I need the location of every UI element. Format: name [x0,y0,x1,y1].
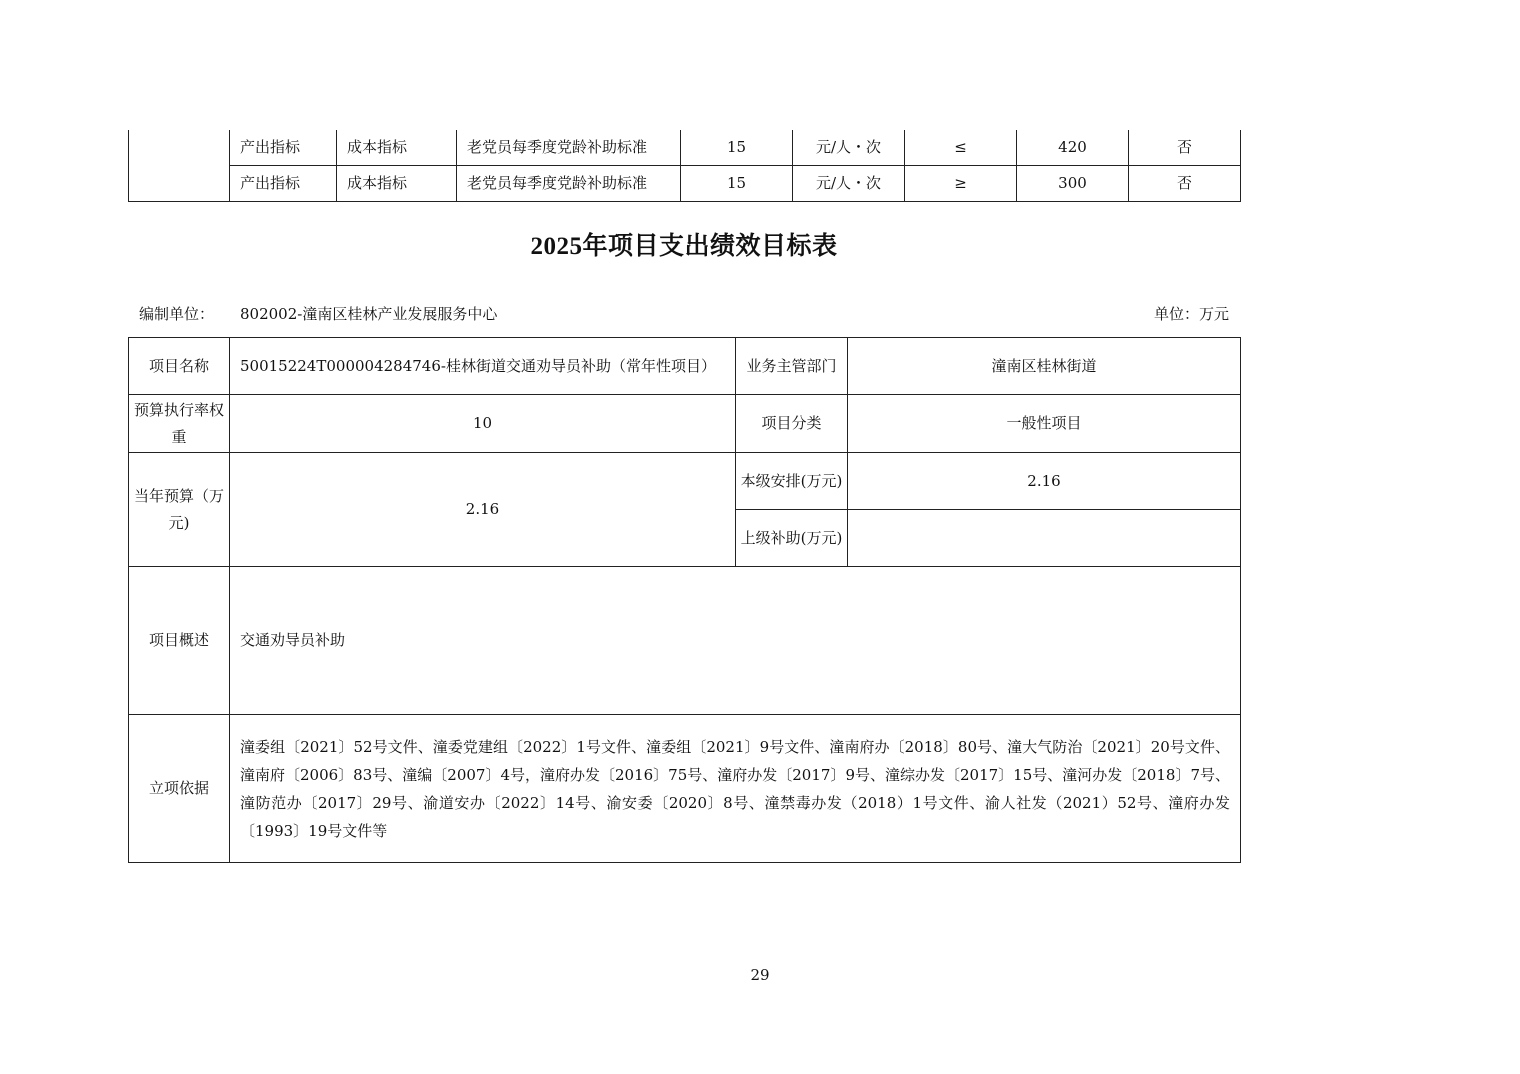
table-row [129,567,1241,715]
previous-indicator-table [128,130,1241,202]
indicator-weight: 15 [681,166,793,202]
indicator-unit: 元/人・次 [793,166,905,202]
local-label: 本级安排(万元) [736,453,848,510]
project-name-label: 项目名称 [129,338,230,395]
indicator-operator: ≤ [905,130,1017,166]
indicator-core: 否 [1129,166,1241,202]
org-value: 802002-潼南区桂林产业发展服务中心 [240,305,498,323]
basis-label: 立项依据 [129,715,230,863]
indicator-target: 300 [1017,166,1129,202]
category-label: 项目分类 [736,395,848,453]
page-number: 29 [750,966,770,984]
table-row [129,453,1241,510]
indicator-core: 否 [1129,130,1241,166]
indicator-name: 老党员每季度党龄补助标准 [457,130,681,166]
upper-label: 上级补助(万元) [736,510,848,567]
project-name-value: 50015224T000004284746-桂林街道交通劝导员补助（常年性项目） [230,338,736,395]
budget-value: 2.16 [230,453,736,567]
table-row [129,715,1241,863]
indicator-unit: 元/人・次 [793,130,905,166]
upper-value [848,510,1241,567]
level2-indicator: 成本指标 [337,166,457,202]
unit-line [139,302,1229,326]
exec-weight-label: 预算执行率权重 [129,395,230,453]
level1-indicator: 产出指标 [230,130,337,166]
budget-label: 当年预算（万元) [129,453,230,567]
level1-indicator: 产出指标 [230,166,337,202]
table-row [129,395,1241,453]
indicator-weight: 15 [681,130,793,166]
org-label: 编制单位： [139,305,215,323]
merged-blank-cell [129,130,230,202]
table-row [129,166,1241,202]
local-value: 2.16 [848,453,1241,510]
category-value: 一般性项目 [848,395,1241,453]
dept-label: 业务主管部门 [736,338,848,395]
exec-weight-value: 10 [230,395,736,453]
document-title: 2025年项目支出绩效目标表 [530,233,838,260]
table-row [129,338,1241,395]
basis-value: 潼委组〔2021〕52号文件、潼委党建组〔2022〕1号文件、潼委组〔2021〕9号文件、潼南府办〔2018〕80号、潼大气防治〔2021〕20号文件、潼南府〔2006〕83号、潼编〔2007〕4号，潼府办发〔2016〕75号、潼府办发〔2017〕9号、潼综办发〔2017〕15号、潼河办发〔2018〕7号、潼防范办〔2017〕29号、渝道安办〔2022〕14号、渝安委〔2020〕8号、潼禁毒办发（2018）1号文件、渝人社发（2021）52号、潼府办发〔1993〕19号文件等 [230,715,1241,863]
indicator-name: 老党员每季度党龄补助标准 [457,166,681,202]
level2-indicator: 成本指标 [337,130,457,166]
overview-label: 项目概述 [129,567,230,715]
indicator-operator: ≥ [905,166,1017,202]
table-row [129,130,1241,166]
overview-value: 交通劝导员补助 [230,567,1241,715]
money-unit: 单位：万元 [1153,305,1229,323]
dept-value: 潼南区桂林街道 [848,338,1241,395]
project-performance-table [128,337,1241,863]
indicator-target: 420 [1017,130,1129,166]
